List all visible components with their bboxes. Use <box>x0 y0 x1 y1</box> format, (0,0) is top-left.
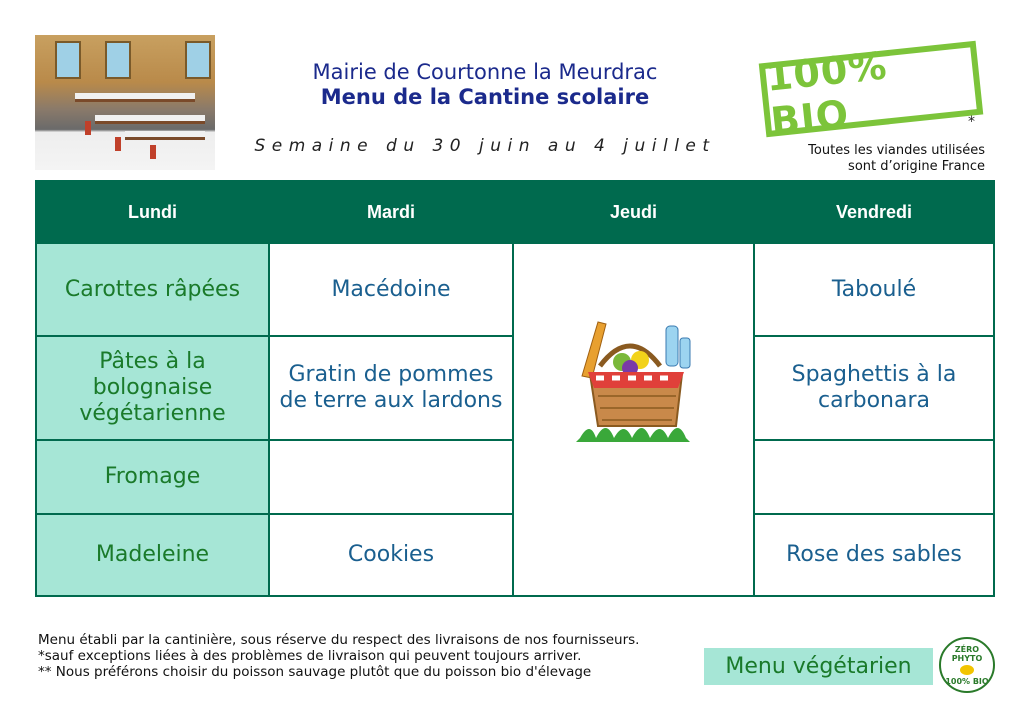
asterisk-mark: * <box>968 114 975 130</box>
menu-cell-lundi-dessert: Madeleine <box>36 514 269 596</box>
chair-shape <box>115 137 121 151</box>
menu-table <box>35 180 995 597</box>
grass-shape <box>576 428 690 442</box>
baguette-shape <box>582 322 606 378</box>
meat-origin-line: sont d’origine France <box>848 159 985 174</box>
menu-cell-mardi-plat: Gratin de pommes de terre aux lardons <box>269 336 513 440</box>
window-shape <box>185 41 211 79</box>
table-shape <box>95 115 205 124</box>
menu-cell-mardi-dessert: Cookies <box>269 514 513 596</box>
chair-shape <box>85 121 91 135</box>
meat-origin-line: Toutes les viandes utilisées <box>808 143 985 158</box>
menu-cell-lundi-entree: Carottes râpées <box>36 243 269 336</box>
bio-stamp-text: 100% BIO <box>763 43 890 144</box>
picnic-basket-icon <box>560 316 710 446</box>
footer-notes <box>38 632 639 680</box>
cantine-title: Menu de la Cantine scolaire <box>320 85 650 109</box>
menu-cell-vendredi-fromage <box>754 440 994 514</box>
vegetarian-menu-badge: Menu végétarien <box>704 648 933 685</box>
bee-icon <box>960 665 974 675</box>
classroom-photo <box>35 35 215 170</box>
menu-cell-lundi-plat: Pâtes à la bolognaise végétarienne <box>36 336 269 440</box>
zero-bio-text: 100% BIO <box>945 676 989 686</box>
zero-phyto-text: ZÉRO PHYTO <box>951 644 983 663</box>
menu-cell-vendredi-dessert: Rose des sables <box>754 514 994 596</box>
menu-cell-vendredi-entree: Taboulé <box>754 243 994 336</box>
week-label: Semaine du 30 juin au 4 juillet <box>254 136 716 156</box>
day-header-jeudi: Jeudi <box>513 181 754 243</box>
zero-phyto-logo <box>939 637 995 693</box>
mairie-title: Mairie de Courtonne la Meurdrac <box>312 60 658 84</box>
menu-cell-lundi-fromage: Fromage <box>36 440 269 514</box>
window-shape <box>55 41 81 79</box>
window-shape <box>105 41 131 79</box>
table-shape <box>75 93 195 102</box>
menu-cell-vendredi-plat: Spaghettis à la carbonara <box>754 336 994 440</box>
meat-origin-note <box>760 143 985 175</box>
day-header-lundi: Lundi <box>36 181 269 243</box>
footer-line: ** Nous préférons choisir du poisson sauvage plutôt que du poisson bio d'élevage <box>38 664 592 680</box>
chair-shape <box>150 145 156 159</box>
menu-cell-mardi-entree: Macédoine <box>269 243 513 336</box>
bottle-shape <box>666 326 678 366</box>
bottle-shape <box>680 338 690 368</box>
footer-line: Menu établi par la cantinière, sous réserve du respect des livraisons de nos fournisseurs. <box>38 632 640 648</box>
menu-cell-mardi-fromage <box>269 440 513 514</box>
day-header-mardi: Mardi <box>269 181 513 243</box>
bio-stamp-logo <box>759 41 984 144</box>
day-header-vendredi: Vendredi <box>754 181 994 243</box>
table-shape <box>125 131 205 140</box>
footer-line: *sauf exceptions liées à des problèmes de livraison qui peuvent toujours arriver. <box>38 648 582 664</box>
